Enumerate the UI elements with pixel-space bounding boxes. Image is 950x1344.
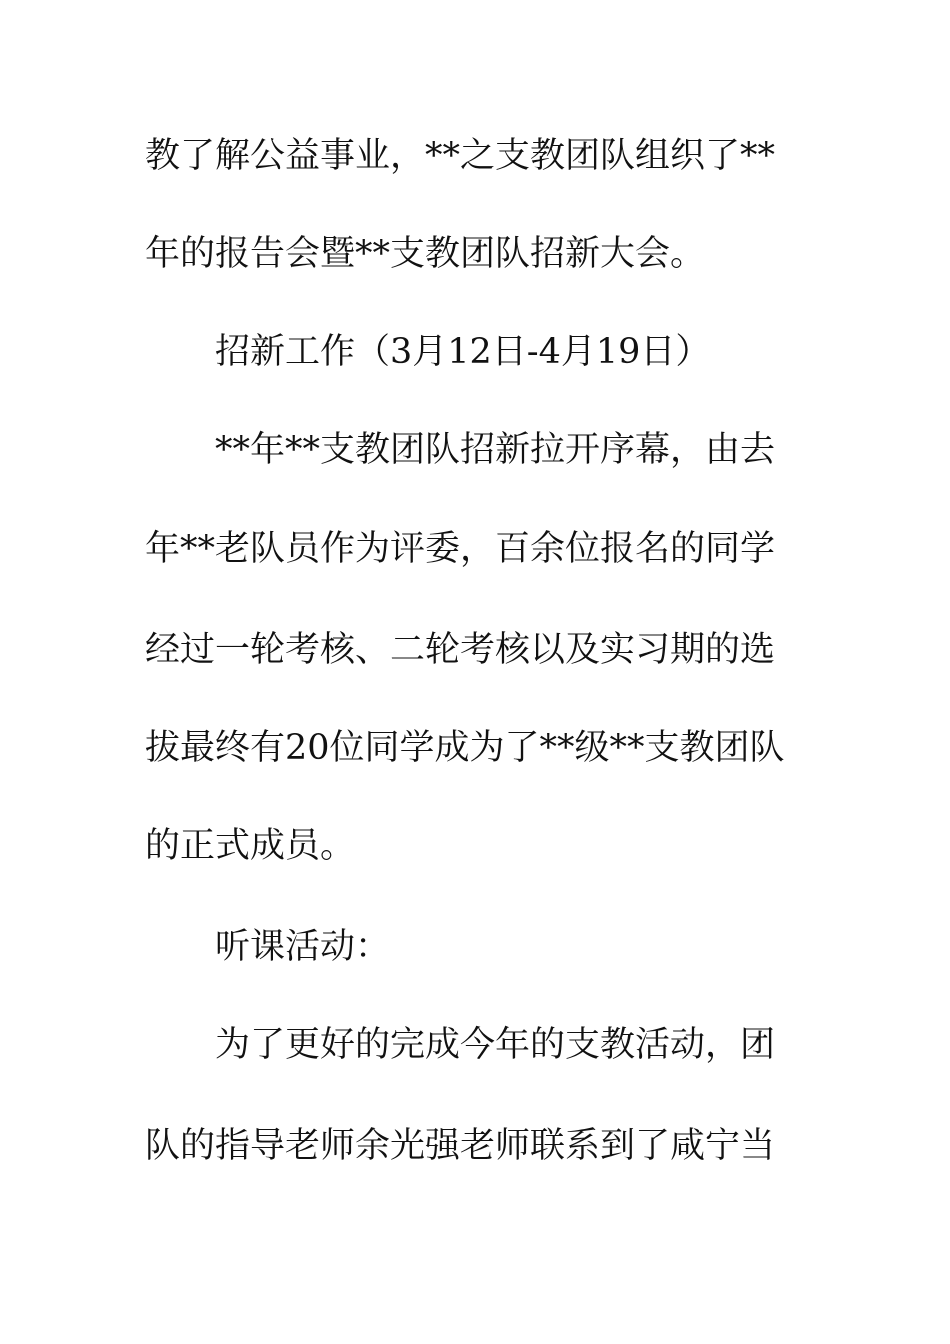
paragraph-line: 教了解公益事业，**之支教团队组织了** (145, 136, 776, 176)
paragraph-line: 拔最终有20位同学成为了**级**支教团队 (145, 728, 785, 768)
paragraph-line: 的正式成员。 (145, 826, 356, 866)
paragraph-line: 队的指导老师余光强老师联系到了咸宁当 (145, 1126, 776, 1166)
paragraph-line: 经过一轮考核、二轮考核以及实习期的选 (145, 630, 776, 670)
section-heading: 招新工作（3月12日-4月19日） (215, 332, 711, 372)
paragraph-line: 为了更好的完成今年的支教活动，团 (215, 1025, 776, 1065)
paragraph-line: **年**支教团队招新拉开序幕，由去 (215, 430, 776, 470)
section-heading: 听课活动： (215, 927, 391, 967)
paragraph-line: 年**老队员作为评委，百余位报名的同学 (145, 529, 776, 569)
paragraph-line: 年的报告会暨**支教团队招新大会。 (145, 234, 706, 274)
